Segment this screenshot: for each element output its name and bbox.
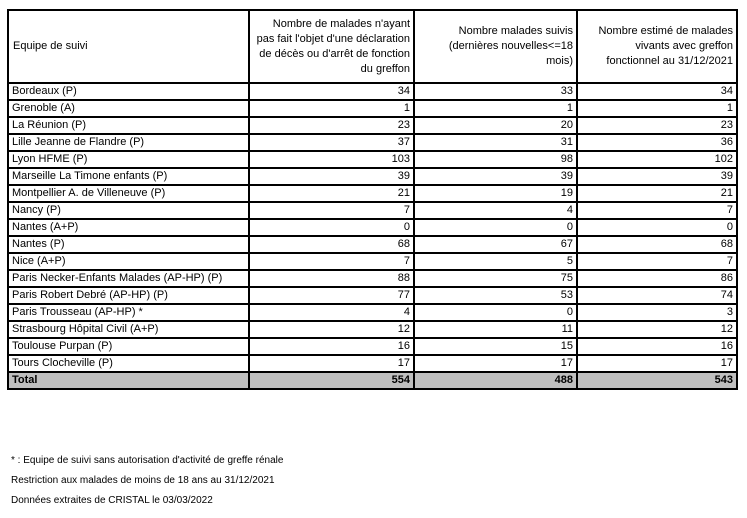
patients-without-death-declaration-cell: 4 (249, 304, 414, 321)
estimated-living-with-graft-cell: 3 (577, 304, 737, 321)
estimated-living-with-graft-cell: 34 (577, 83, 737, 100)
patients-without-death-declaration-cell: 17 (249, 355, 414, 372)
estimated-living-with-graft-cell: 102 (577, 151, 737, 168)
estimated-living-with-graft-cell: 0 (577, 219, 737, 236)
patients-followed-cell: 39 (414, 168, 577, 185)
patients-without-death-declaration-cell: 23 (249, 117, 414, 134)
patients-followed-cell: 53 (414, 287, 577, 304)
total-patients-without-death-declaration: 554 (249, 372, 414, 389)
patients-without-death-declaration-cell: 0 (249, 219, 414, 236)
estimated-living-with-graft-cell: 23 (577, 117, 737, 134)
patients-without-death-declaration-cell: 39 (249, 168, 414, 185)
table-row (8, 270, 737, 287)
team-name-cell: Nantes (A+P) (8, 219, 249, 236)
patients-without-death-declaration-cell: 1 (249, 100, 414, 117)
patients-without-death-declaration-cell: 16 (249, 338, 414, 355)
team-name-cell: Nantes (P) (8, 236, 249, 253)
estimated-living-with-graft-cell: 1 (577, 100, 737, 117)
table-row (8, 338, 737, 355)
total-estimated-living-with-graft: 543 (577, 372, 737, 389)
footnote-data-source: Données extraites de CRISTAL le 03/03/2022 (11, 495, 213, 506)
header-patients-followed: Nombre malades suivis (dernières nouvelles<=18 mois) (414, 10, 577, 83)
team-name-cell: Marseille La Timone enfants (P) (8, 168, 249, 185)
follow-up-teams-table (7, 9, 738, 390)
patients-followed-cell: 4 (414, 202, 577, 219)
estimated-living-with-graft-cell: 12 (577, 321, 737, 338)
patients-without-death-declaration-cell: 88 (249, 270, 414, 287)
team-name-cell: Lille Jeanne de Flandre (P) (8, 134, 249, 151)
team-name-cell: Paris Trousseau (AP-HP) * (8, 304, 249, 321)
team-name-cell: Toulouse Purpan (P) (8, 338, 249, 355)
team-name-cell: Strasbourg Hôpital Civil (A+P) (8, 321, 249, 338)
estimated-living-with-graft-cell: 68 (577, 236, 737, 253)
estimated-living-with-graft-cell: 7 (577, 253, 737, 270)
patients-followed-cell: 67 (414, 236, 577, 253)
patients-followed-cell: 19 (414, 185, 577, 202)
table-row (8, 219, 737, 236)
patients-without-death-declaration-cell: 12 (249, 321, 414, 338)
estimated-living-with-graft-cell: 16 (577, 338, 737, 355)
estimated-living-with-graft-cell: 36 (577, 134, 737, 151)
header-team: Equipe de suivi (8, 10, 249, 83)
table-row (8, 100, 737, 117)
patients-without-death-declaration-cell: 34 (249, 83, 414, 100)
patients-followed-cell: 33 (414, 83, 577, 100)
estimated-living-with-graft-cell: 17 (577, 355, 737, 372)
total-patients-followed: 488 (414, 372, 577, 389)
table-row (8, 185, 737, 202)
table-row (8, 304, 737, 321)
patients-without-death-declaration-cell: 68 (249, 236, 414, 253)
team-name-cell: Nancy (P) (8, 202, 249, 219)
header-patients-without-death-declaration: Nombre de malades n'ayant pas fait l'objet d'une déclaration de décès ou d'arrêt de fonction du greffon (249, 10, 414, 83)
table-row (8, 134, 737, 151)
team-name-cell: Montpellier A. de Villeneuve (P) (8, 185, 249, 202)
table-row (8, 236, 737, 253)
estimated-living-with-graft-cell: 39 (577, 168, 737, 185)
footnote-age-restriction: Restriction aux malades de moins de 18 ans au 31/12/2021 (11, 475, 275, 486)
total-row (8, 372, 737, 389)
table-header-row (8, 10, 737, 83)
table-row (8, 253, 737, 270)
estimated-living-with-graft-cell: 21 (577, 185, 737, 202)
patients-followed-cell: 17 (414, 355, 577, 372)
estimated-living-with-graft-cell: 86 (577, 270, 737, 287)
patients-followed-cell: 11 (414, 321, 577, 338)
total-label: Total (8, 372, 249, 389)
estimated-living-with-graft-cell: 7 (577, 202, 737, 219)
table-row (8, 117, 737, 134)
estimated-living-with-graft-cell: 74 (577, 287, 737, 304)
patients-followed-cell: 5 (414, 253, 577, 270)
patients-followed-cell: 75 (414, 270, 577, 287)
team-name-cell: Tours Clocheville (P) (8, 355, 249, 372)
table-row (8, 287, 737, 304)
patients-followed-cell: 20 (414, 117, 577, 134)
team-name-cell: Paris Necker-Enfants Malades (AP-HP) (P) (8, 270, 249, 287)
team-name-cell: Paris Robert Debré (AP-HP) (P) (8, 287, 249, 304)
patients-followed-cell: 0 (414, 304, 577, 321)
footnote-asterisk: * : Equipe de suivi sans autorisation d'activité de greffe rénale (11, 455, 284, 466)
table-row (8, 321, 737, 338)
data-table-container (7, 9, 738, 390)
patients-followed-cell: 31 (414, 134, 577, 151)
table-body (8, 83, 737, 389)
team-name-cell: Lyon HFME (P) (8, 151, 249, 168)
table-row (8, 151, 737, 168)
header-estimated-living-with-graft: Nombre estimé de malades vivants avec greffon fonctionnel au 31/12/2021 (577, 10, 737, 83)
team-name-cell: La Réunion (P) (8, 117, 249, 134)
patients-without-death-declaration-cell: 103 (249, 151, 414, 168)
patients-followed-cell: 1 (414, 100, 577, 117)
patients-without-death-declaration-cell: 21 (249, 185, 414, 202)
team-name-cell: Grenoble (A) (8, 100, 249, 117)
table-header (8, 10, 737, 83)
table-row (8, 168, 737, 185)
table-row (8, 202, 737, 219)
team-name-cell: Nice (A+P) (8, 253, 249, 270)
patients-followed-cell: 0 (414, 219, 577, 236)
patients-without-death-declaration-cell: 77 (249, 287, 414, 304)
patients-without-death-declaration-cell: 7 (249, 253, 414, 270)
team-name-cell: Bordeaux (P) (8, 83, 249, 100)
table-row (8, 83, 737, 100)
patients-followed-cell: 15 (414, 338, 577, 355)
patients-followed-cell: 98 (414, 151, 577, 168)
patients-without-death-declaration-cell: 7 (249, 202, 414, 219)
footnotes (11, 455, 283, 515)
table-row (8, 355, 737, 372)
patients-without-death-declaration-cell: 37 (249, 134, 414, 151)
